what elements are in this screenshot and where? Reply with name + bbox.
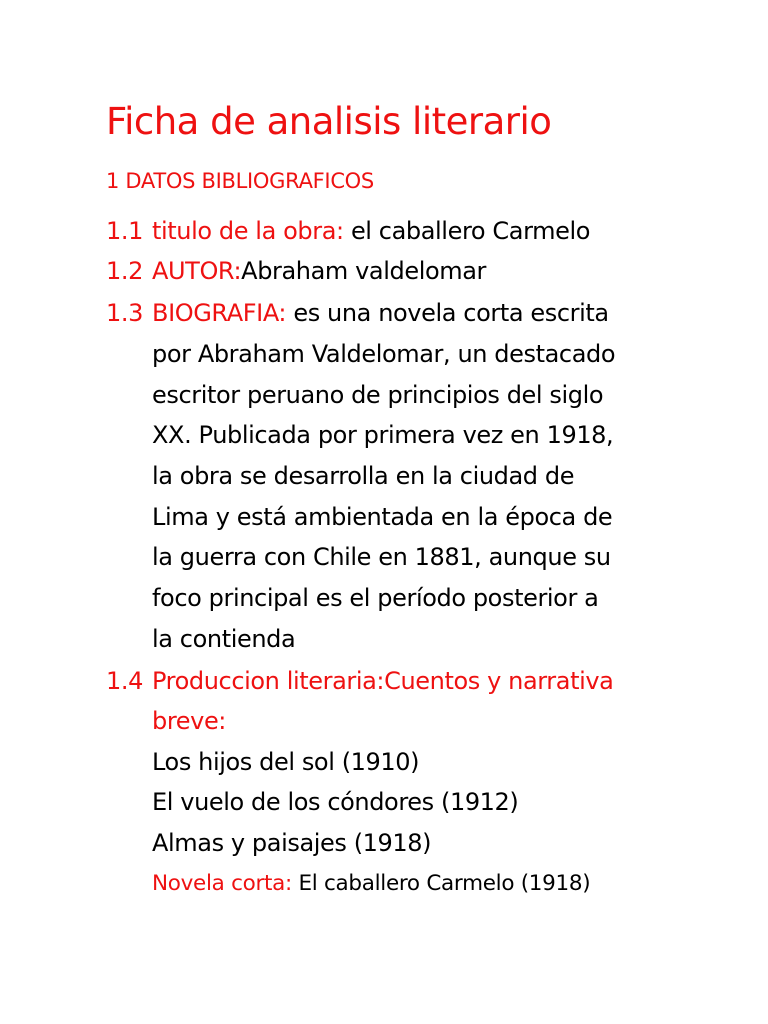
entry-number: 1.4 xyxy=(106,667,143,695)
novela-corta-row xyxy=(152,864,590,905)
biografia-line: la guerra con Chile en 1881, aunque su xyxy=(152,543,611,572)
novela-corta-value: El caballero Carmelo (1918) xyxy=(298,870,591,896)
biografia-line: es una novela corta escrita xyxy=(293,299,609,327)
biografia-body xyxy=(152,334,615,660)
novela-corta-label: Novela corta: xyxy=(152,870,292,896)
work-item: Los hijos del sol (1910) xyxy=(152,747,420,776)
entry-label-continued: Cuentos y narrativa xyxy=(384,667,614,695)
biografia-line: escritor peruano de principios del siglo xyxy=(152,380,604,409)
biografia-line: foco principal es el período posterior a xyxy=(152,584,599,613)
entry-label: Produccion literaria: xyxy=(152,667,385,695)
entry-autor xyxy=(106,251,486,292)
entry-value: el caballero Carmelo xyxy=(350,217,591,245)
biografia-line: la obra se desarrolla en la ciudad de xyxy=(152,462,575,491)
entry-number: 1.3 xyxy=(106,299,143,327)
entry-label: BIOGRAFIA: xyxy=(152,299,287,327)
entry-label: titulo de la obra: xyxy=(152,217,344,245)
entry-label-continued: breve: xyxy=(152,707,226,735)
biografia-line: Lima y está ambientada en la época de xyxy=(152,502,613,531)
entry-biografia xyxy=(106,293,609,334)
entry-produccion xyxy=(106,661,613,702)
entry-number: 1.1 xyxy=(106,217,143,245)
work-item: El vuelo de los cóndores (1912) xyxy=(152,788,519,817)
entry-value: Abraham valdelomar xyxy=(241,257,487,285)
produccion-body xyxy=(152,701,590,904)
work-item: Almas y paisajes (1918) xyxy=(152,829,432,858)
entry-titulo xyxy=(106,211,590,252)
biografia-line: por Abraham Valdelomar, un destacado xyxy=(152,340,616,368)
biografia-line: XX. Publicada por primera vez en 1918, xyxy=(152,421,614,450)
section-heading: 1 DATOS BIBLIOGRAFICOS xyxy=(106,169,374,193)
entry-number: 1.2 xyxy=(106,257,143,285)
document-title: Ficha de analisis literario xyxy=(106,100,552,143)
biografia-line: la contienda xyxy=(152,624,296,653)
entry-label: AUTOR: xyxy=(152,257,242,285)
